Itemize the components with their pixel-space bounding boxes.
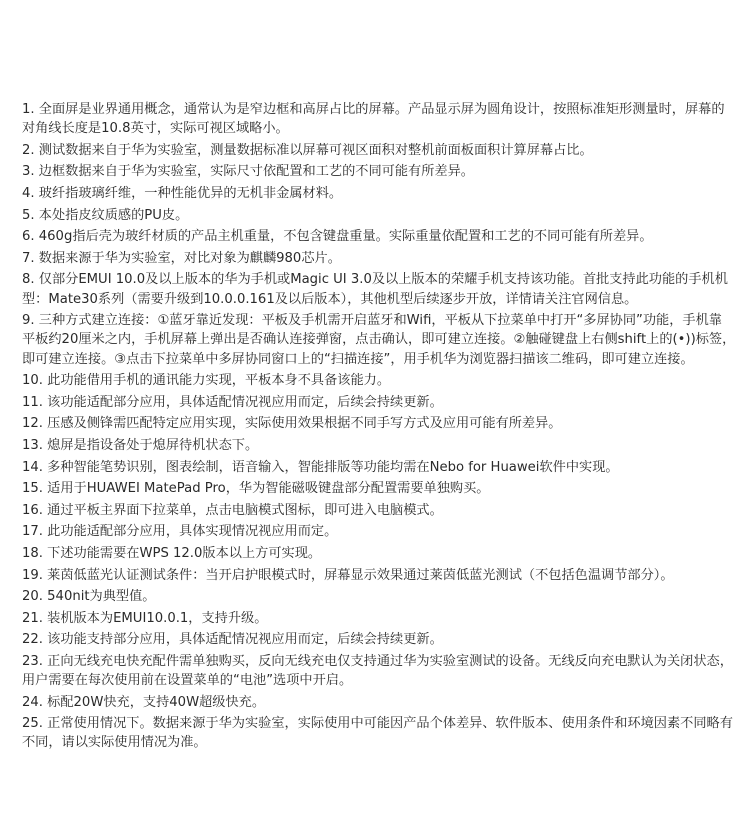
footnote-11: 11. 该功能适配部分应用，具体适配情况视应用而定，后续会持续更新。 [22, 394, 443, 410]
footnote-5: 5. 本处指皮纹质感的PU皮。 [22, 207, 189, 223]
footnote-4: 4. 玻纤指玻璃纤维，一种性能优异的无机非金属材料。 [22, 185, 343, 201]
footnote-7: 7. 数据来源于华为实验室，对比对象为麒麟980芯片。 [22, 250, 341, 266]
footnotes-list [22, 100, 736, 755]
footnote-13: 13. 熄屏是指设备处于熄屏待机状态下。 [22, 437, 259, 453]
footnote-6: 6. 460g指后壳为玻纤材质的产品主机重量，不包含键盘重量。实际重量依配置和工艺的不同可能有所差异。 [22, 229, 653, 245]
footnote-3: 3. 边框数据来自于华为实验室，实际尺寸依配置和工艺的不同可能有所差异。 [22, 164, 474, 180]
footnote-1: 1. 全面屏是业界通用概念，通常认为是窄边框和高屏占比的屏幕。产品显示屏为圆角设计，按照标准矩形测量时，屏幕的对角线长度是10.8英寸，实际可视区域略小。 [22, 102, 725, 137]
footnote-19: 19. 莱茵低蓝光认证测试条件：当开启护眼模式时，屏幕显示效果通过莱茵低蓝光测试（不包括色温调节部分）。 [22, 567, 674, 583]
footnote-8: 8. 仅部分EMUI 10.0及以上版本的华为手机或Magic UI 3.0及以上版本的荣耀手机支持该功能。首批支持此功能的手机机型：Mate30系列（需要升级到10.0.0.161及以后版本），其他机型后续逐步开放，详情请关注官网信息。 [22, 272, 728, 307]
footnote-18: 18. 下述功能需要在WPS 12.0版本以上方可实现。 [22, 545, 322, 561]
footnote-22: 22. 该功能支持部分应用，具体适配情况视应用而定，后续会持续更新。 [22, 632, 443, 648]
footnote-15: 15. 适用于HUAWEI MatePad Pro，华为智能磁吸键盘部分配置需要单独购买。 [22, 481, 490, 497]
footnote-10: 10. 此功能借用手机的通讯能力实现，平板本身不具备该能力。 [22, 373, 391, 389]
footnote-2: 2. 测试数据来自于华为实验室，测量数据标准以屏幕可视区面积对整机前面板面积计算屏幕占比。 [22, 142, 593, 158]
footnote-16: 16. 通过平板主界面下拉菜单，点击电脑模式图标，即可进入电脑模式。 [22, 502, 443, 518]
footnote-20: 20. 540nit为典型值。 [22, 589, 156, 605]
footnote-9: 9. 三种方式建立连接：①蓝牙靠近发现：平板及手机需开启蓝牙和Wifi，平板从下拉菜单中打开“多屏协同”功能，手机靠 平板约20厘米之内，手机屏幕上弹出是否确认连接弹窗，点击确认，即可建立连接。②触碰键盘上右侧shift上的(•))标签，即可建立连接。③点击下拉菜单中多屏协同窗口上的“扫描连接”，用手机华为浏览器扫描该二维码，即可建立连接。 [22, 313, 736, 367]
footnote-23: 23. 正向无线充电快充配件需单独购买，反向无线充电仅支持通过华为实验室测试的设备。无线反向充电默认为关闭状态，用户需要在每次使用前在设置菜单的“电池”选项中开启。 [22, 653, 733, 689]
footnote-24: 24. 标配20W快充，支持40W超级快充。 [22, 694, 266, 710]
footnote-17: 17. 此功能适配部分应用，具体实现情况视应用而定。 [22, 524, 338, 540]
footnote-21: 21. 装机版本为EMUI10.0.1，支持升级。 [22, 610, 268, 626]
footnote-25: 25. 正常使用情况下。数据来源于华为实验室，实际使用中可能因产品个体差异、软件版本、使用条件和环境因素不同略有不同，请以实际使用情况为准。 [22, 716, 733, 751]
footnote-12: 12. 压感及侧锋需匹配特定应用实现，实际使用效果根据不同手写方式及应用可能有所差异。 [22, 416, 562, 432]
footnote-14: 14. 多种智能笔势识别，图表绘制，语音输入，智能排版等功能均需在Nebo for Huawei软件中实现。 [22, 459, 619, 475]
